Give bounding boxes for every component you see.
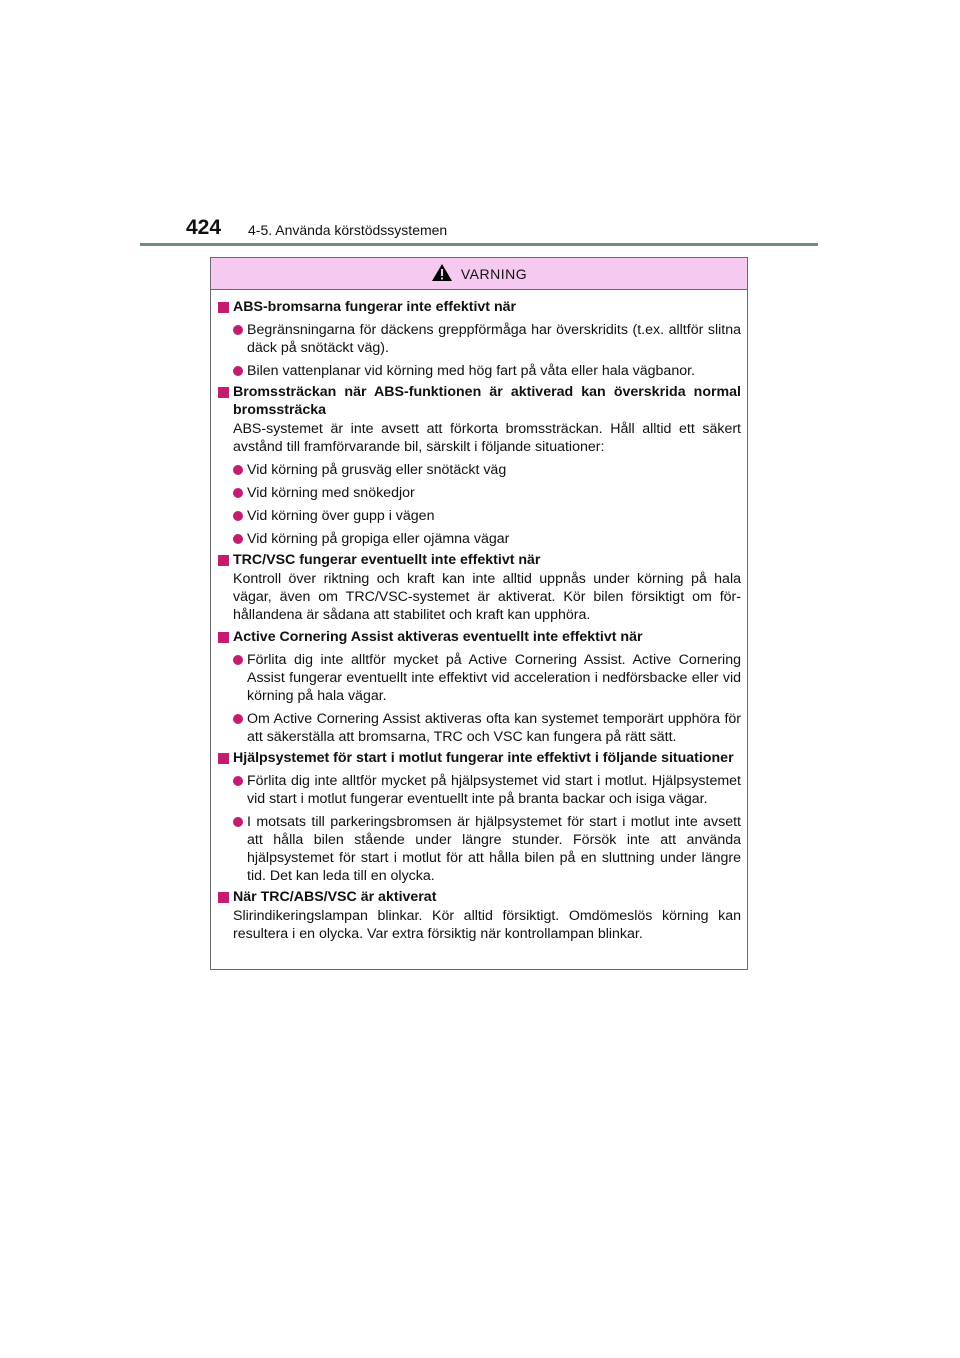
warning-section-active-cornering — [217, 628, 741, 746]
square-bullet-icon — [218, 555, 229, 566]
warning-section-abs — [217, 298, 741, 380]
warning-header — [211, 258, 747, 290]
section-heading: Hjälpsystemet för start i motlut fungerar inte effektivt i följande situationer — [217, 749, 741, 767]
square-bullet-icon — [218, 632, 229, 643]
section-heading: Bromssträckan när ABS-funktionen är aktiverad kan överskrida normal bromssträcka — [217, 383, 741, 419]
warning-content — [211, 290, 747, 943]
list-item: Begränsningarna för däckens greppförmåga har överskridits (t.ex. alltför slitna däck på snötäckt väg). — [233, 321, 741, 357]
list-item: Vid körning över gupp i vägen — [233, 507, 741, 525]
square-bullet-icon — [218, 302, 229, 313]
warning-triangle-icon — [431, 263, 453, 282]
warning-section-active-indicator — [217, 888, 741, 943]
list-item: I motsats till parkeringsbromsen är hjälpsystemet för start i motlut inte avsett att hålla bilen stående under längre stunder. Försök inte att använda hjälpsystemet för start i motlut för att hålla bilen på en sluttning under längre tid. Det kan leda till en olycka. — [233, 813, 741, 885]
header-divider — [140, 243, 818, 246]
warning-section-braking-distance — [217, 383, 741, 548]
list-item: Vid körning med snökedjor — [233, 484, 741, 502]
square-bullet-icon — [218, 387, 229, 398]
dot-bullet-icon — [233, 817, 243, 827]
warning-box — [210, 257, 748, 970]
section-title: 4-5. Använda körstödssystemen — [248, 222, 448, 238]
dot-bullet-icon — [233, 714, 243, 724]
page-header — [186, 214, 826, 244]
warning-section-trc-vsc — [217, 551, 741, 624]
warning-section-hill-start — [217, 749, 741, 885]
warning-label: VARNING — [460, 265, 528, 282]
dot-bullet-icon — [233, 366, 243, 376]
dot-bullet-icon — [233, 465, 243, 475]
dot-bullet-icon — [233, 325, 243, 335]
dot-bullet-icon — [233, 655, 243, 665]
section-heading: ABS-bromsarna fungerar inte effektivt när — [217, 298, 741, 316]
section-text: ABS-systemet är inte avsett att förkorta bromssträckan. Håll alltid ett säkert avstånd till framförvarande bil, särskilt i följande situationer: — [233, 421, 741, 455]
list-item: Förlita dig inte alltför mycket på Active Cornering Assist. Active Cornering Assist fungerar eventuellt inte effektivt vid acceleration i nedförsbacke eller vid körning på hala vägar. — [233, 651, 741, 705]
list-item: Vid körning på grusväg eller snötäckt väg — [233, 461, 741, 479]
dot-bullet-icon — [233, 776, 243, 786]
dot-bullet-icon — [233, 488, 243, 498]
list-item: Förlita dig inte alltför mycket på hjälpsystemet vid start i motlut. Hjälpsystemet vid start i motlut fungerar eventuellt inte på branta backar och isiga vägar. — [233, 772, 741, 808]
section-heading: Active Cornering Assist aktiveras eventuellt inte effektivt när — [217, 628, 741, 646]
dot-bullet-icon — [233, 511, 243, 521]
dot-bullet-icon — [233, 534, 243, 544]
page-number: 424 — [186, 216, 222, 239]
section-heading: TRC/VSC fungerar eventuellt inte effektivt när — [217, 551, 741, 569]
list-item: Vid körning på gropiga eller ojämna vägar — [233, 530, 741, 548]
section-heading: När TRC/ABS/VSC är aktiverat — [217, 888, 741, 906]
list-item: Bilen vattenplanar vid körning med hög fart på våta eller hala vägbanor. — [233, 362, 741, 380]
section-text: Slirindikeringslampan blinkar. Kör alltid försiktigt. Omdömeslös körning kan resultera i en olycka. Var extra försiktig när kontrollampan blinkar. — [233, 908, 741, 942]
list-item: Om Active Cornering Assist aktiveras ofta kan systemet temporärt upphöra för att säkerställa att bromsarna, TRC och VSC kan fungera på rätt sätt. — [233, 710, 741, 746]
square-bullet-icon — [218, 753, 229, 764]
square-bullet-icon — [218, 892, 229, 903]
section-text: Kontroll över riktning och kraft kan inte alltid uppnås under körning på hala vägar, även om TRC/VSC-systemet är aktiverat. Kör bilen försiktigt om förhållandena är sådana att stabilitet och kraft kan upphöra. — [233, 571, 741, 623]
